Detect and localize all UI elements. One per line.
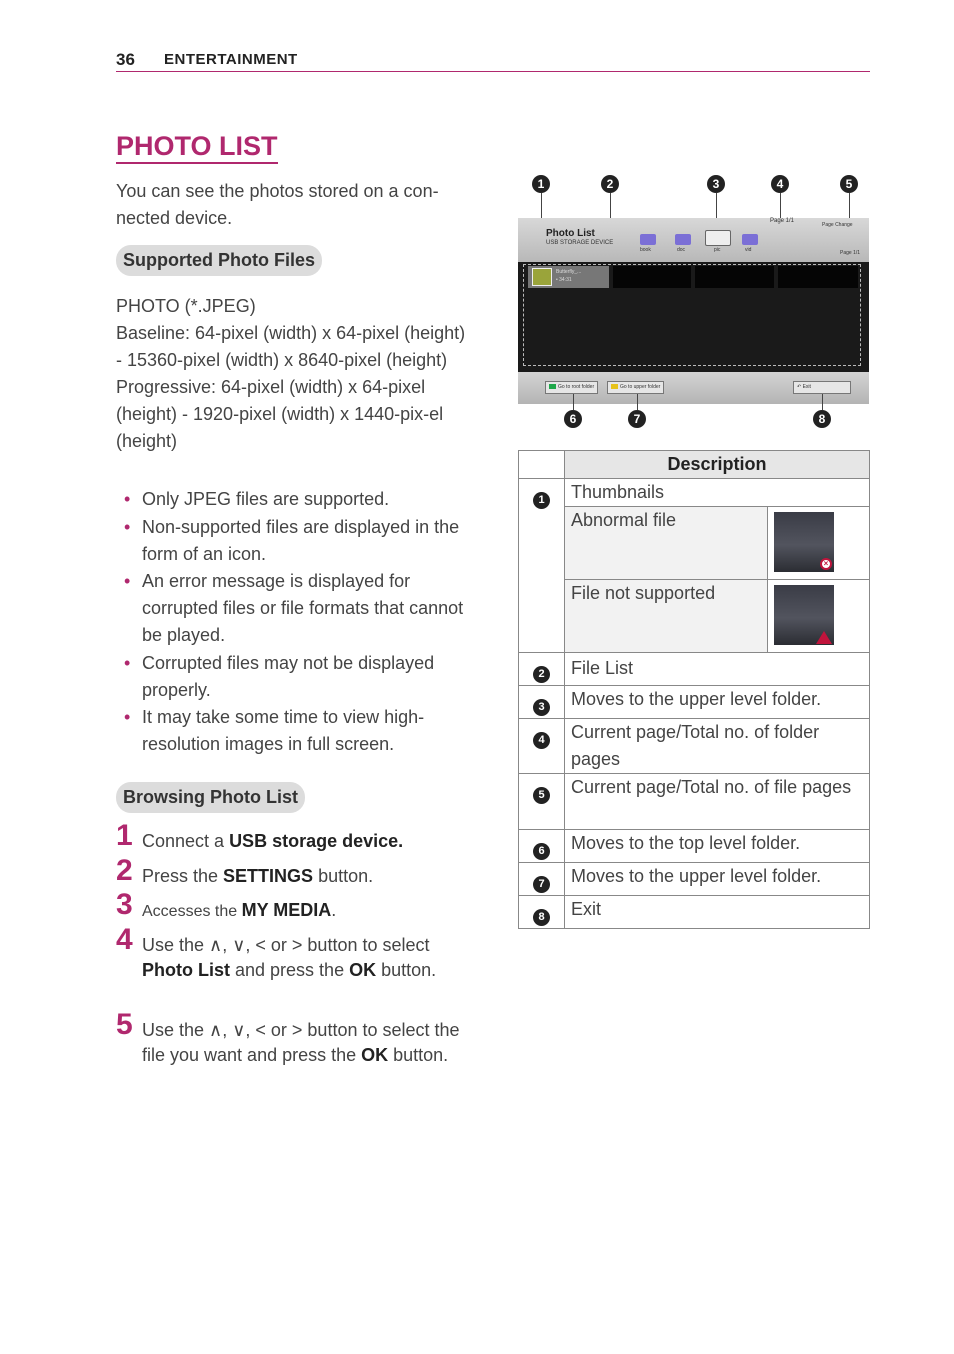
callout-1: 1 <box>532 175 550 193</box>
root-folder-button[interactable]: Go to root folder <box>545 381 598 394</box>
screen-title: Photo List <box>546 228 595 239</box>
page-number: 36 <box>116 50 135 69</box>
table-cell: Current page/Total no. of folder pages <box>565 719 870 774</box>
step-1: 1 Connect a USB storage device. <box>116 819 404 852</box>
leader-line <box>822 394 823 410</box>
table-row <box>519 719 870 774</box>
leader-line <box>637 394 638 410</box>
table-row <box>519 774 870 830</box>
page-change-hint: Page Change <box>822 222 853 228</box>
unsupported-file-thumbnail <box>768 580 870 653</box>
list-item: • It may take some time to view high-resolution images in full screen. <box>116 704 476 758</box>
table-cell: Exit <box>565 896 870 929</box>
table-cell: Current page/Total no. of file pages <box>565 774 870 830</box>
file-page-indicator: Page 1/1 <box>840 250 861 256</box>
screen-top-bar <box>518 218 869 262</box>
table-num: 7 <box>533 876 550 893</box>
table-num: 1 <box>533 492 550 509</box>
callout-4: 4 <box>771 175 789 193</box>
photo-list-screen <box>518 218 869 404</box>
folder-icon[interactable] <box>742 234 758 245</box>
baseline-text: Baseline: 64-pixel (width) x 64-pixel (height) - 15360-pixel (width) x 8640-pixel (height) <box>116 323 466 370</box>
table-row <box>519 686 870 719</box>
file-thumbnail-cell[interactable] <box>528 266 609 288</box>
step-5: 5 Use the ∧, ∨, < or > button to select the file you want and press the OK button. <box>116 1008 460 1065</box>
intro-text: You can see the photos stored on a con-nected device. <box>116 181 439 228</box>
folder-label: doc <box>677 247 686 253</box>
table-cell: File List <box>565 653 870 686</box>
folder-icon[interactable] <box>640 234 656 245</box>
page-title: PHOTO LIST <box>116 130 278 164</box>
table-row <box>519 479 870 507</box>
table-num: 2 <box>533 666 550 683</box>
table-cell: File not supported <box>565 580 768 653</box>
exit-button[interactable]: ↶ Exit <box>793 381 851 394</box>
supported-specs <box>116 293 472 455</box>
folder-label: vid <box>745 247 752 253</box>
table-cell: Abnormal file <box>565 507 768 580</box>
table-row <box>519 507 870 580</box>
table-header: Description <box>565 451 870 479</box>
callout-2: 2 <box>601 175 619 193</box>
step-3: 3 Accesses the MY MEDIA. <box>116 888 337 921</box>
screen-subtitle: USB STORAGE DEVICE <box>546 240 614 246</box>
support-notes <box>116 486 476 759</box>
section-title: ENTERTAINMENT <box>164 51 298 68</box>
table-cell: Moves to the upper level folder. <box>565 686 870 719</box>
callout-3: 3 <box>707 175 725 193</box>
exit-icon: ↶ <box>797 384 803 390</box>
step-2: 2 Press the SETTINGS button. <box>116 854 374 887</box>
upper-folder-button[interactable]: Go to upper folder <box>607 381 664 394</box>
warning-icon <box>816 631 832 644</box>
upper-folder-icon[interactable] <box>705 230 731 246</box>
folder-icon[interactable] <box>675 234 691 245</box>
file-caption: Butterfly_... <box>556 269 582 275</box>
browsing-heading: Browsing Photo List <box>116 782 305 813</box>
progressive-text: Progressive: 64-pixel (width) x 64-pixel (height) - 1920-pixel (width) x 1440-pix-el (height) <box>116 377 444 451</box>
format-text: PHOTO (*.JPEG) <box>116 296 256 316</box>
leader-line <box>780 193 781 219</box>
supported-heading: Supported Photo Files <box>116 245 322 276</box>
table-row <box>519 863 870 896</box>
file-time: • 34:31 <box>556 277 572 283</box>
folder-label: pic <box>714 247 721 253</box>
callout-6: 6 <box>564 410 582 428</box>
file-list <box>518 262 869 372</box>
table-num: 5 <box>533 787 550 804</box>
folder-label: book <box>640 247 651 253</box>
description-table <box>518 450 870 929</box>
list-item: • Corrupted files may not be displayed properly. <box>116 650 476 704</box>
callout-5: 5 <box>840 175 858 193</box>
screen-bottom-bar <box>518 372 869 404</box>
table-num: 3 <box>533 699 550 716</box>
list-item: • Only JPEG files are supported. <box>116 486 476 513</box>
callout-8: 8 <box>813 410 831 428</box>
empty-cell <box>695 266 774 288</box>
list-item: • An error message is displayed for corrupted files or file formats that cannot be played. <box>116 568 476 649</box>
table-cell: Thumbnails <box>565 479 870 507</box>
table-cell: Moves to the upper level folder. <box>565 863 870 896</box>
table-num: 8 <box>533 909 550 926</box>
empty-cell <box>613 266 691 288</box>
table-num: 6 <box>533 843 550 860</box>
table-row <box>519 830 870 863</box>
folder-page-indicator: Page 1/1 <box>770 218 795 224</box>
table-corner <box>519 451 565 479</box>
table-num: 4 <box>533 732 550 749</box>
step-4: 4 Use the ∧, ∨, < or > button to select Photo List and press the OK button. <box>116 923 437 980</box>
leader-line <box>573 394 574 410</box>
page-header <box>116 48 870 72</box>
thumbnail-image <box>532 268 552 286</box>
callout-7: 7 <box>628 410 646 428</box>
empty-cell <box>778 266 858 288</box>
table-row <box>519 653 870 686</box>
error-icon: × <box>820 558 832 570</box>
abnormal-file-thumbnail <box>768 507 870 580</box>
table-row <box>519 580 870 653</box>
table-cell: Moves to the top level folder. <box>565 830 870 863</box>
table-row <box>519 896 870 929</box>
list-item: • Non-supported files are displayed in the form of an icon. <box>116 514 476 568</box>
